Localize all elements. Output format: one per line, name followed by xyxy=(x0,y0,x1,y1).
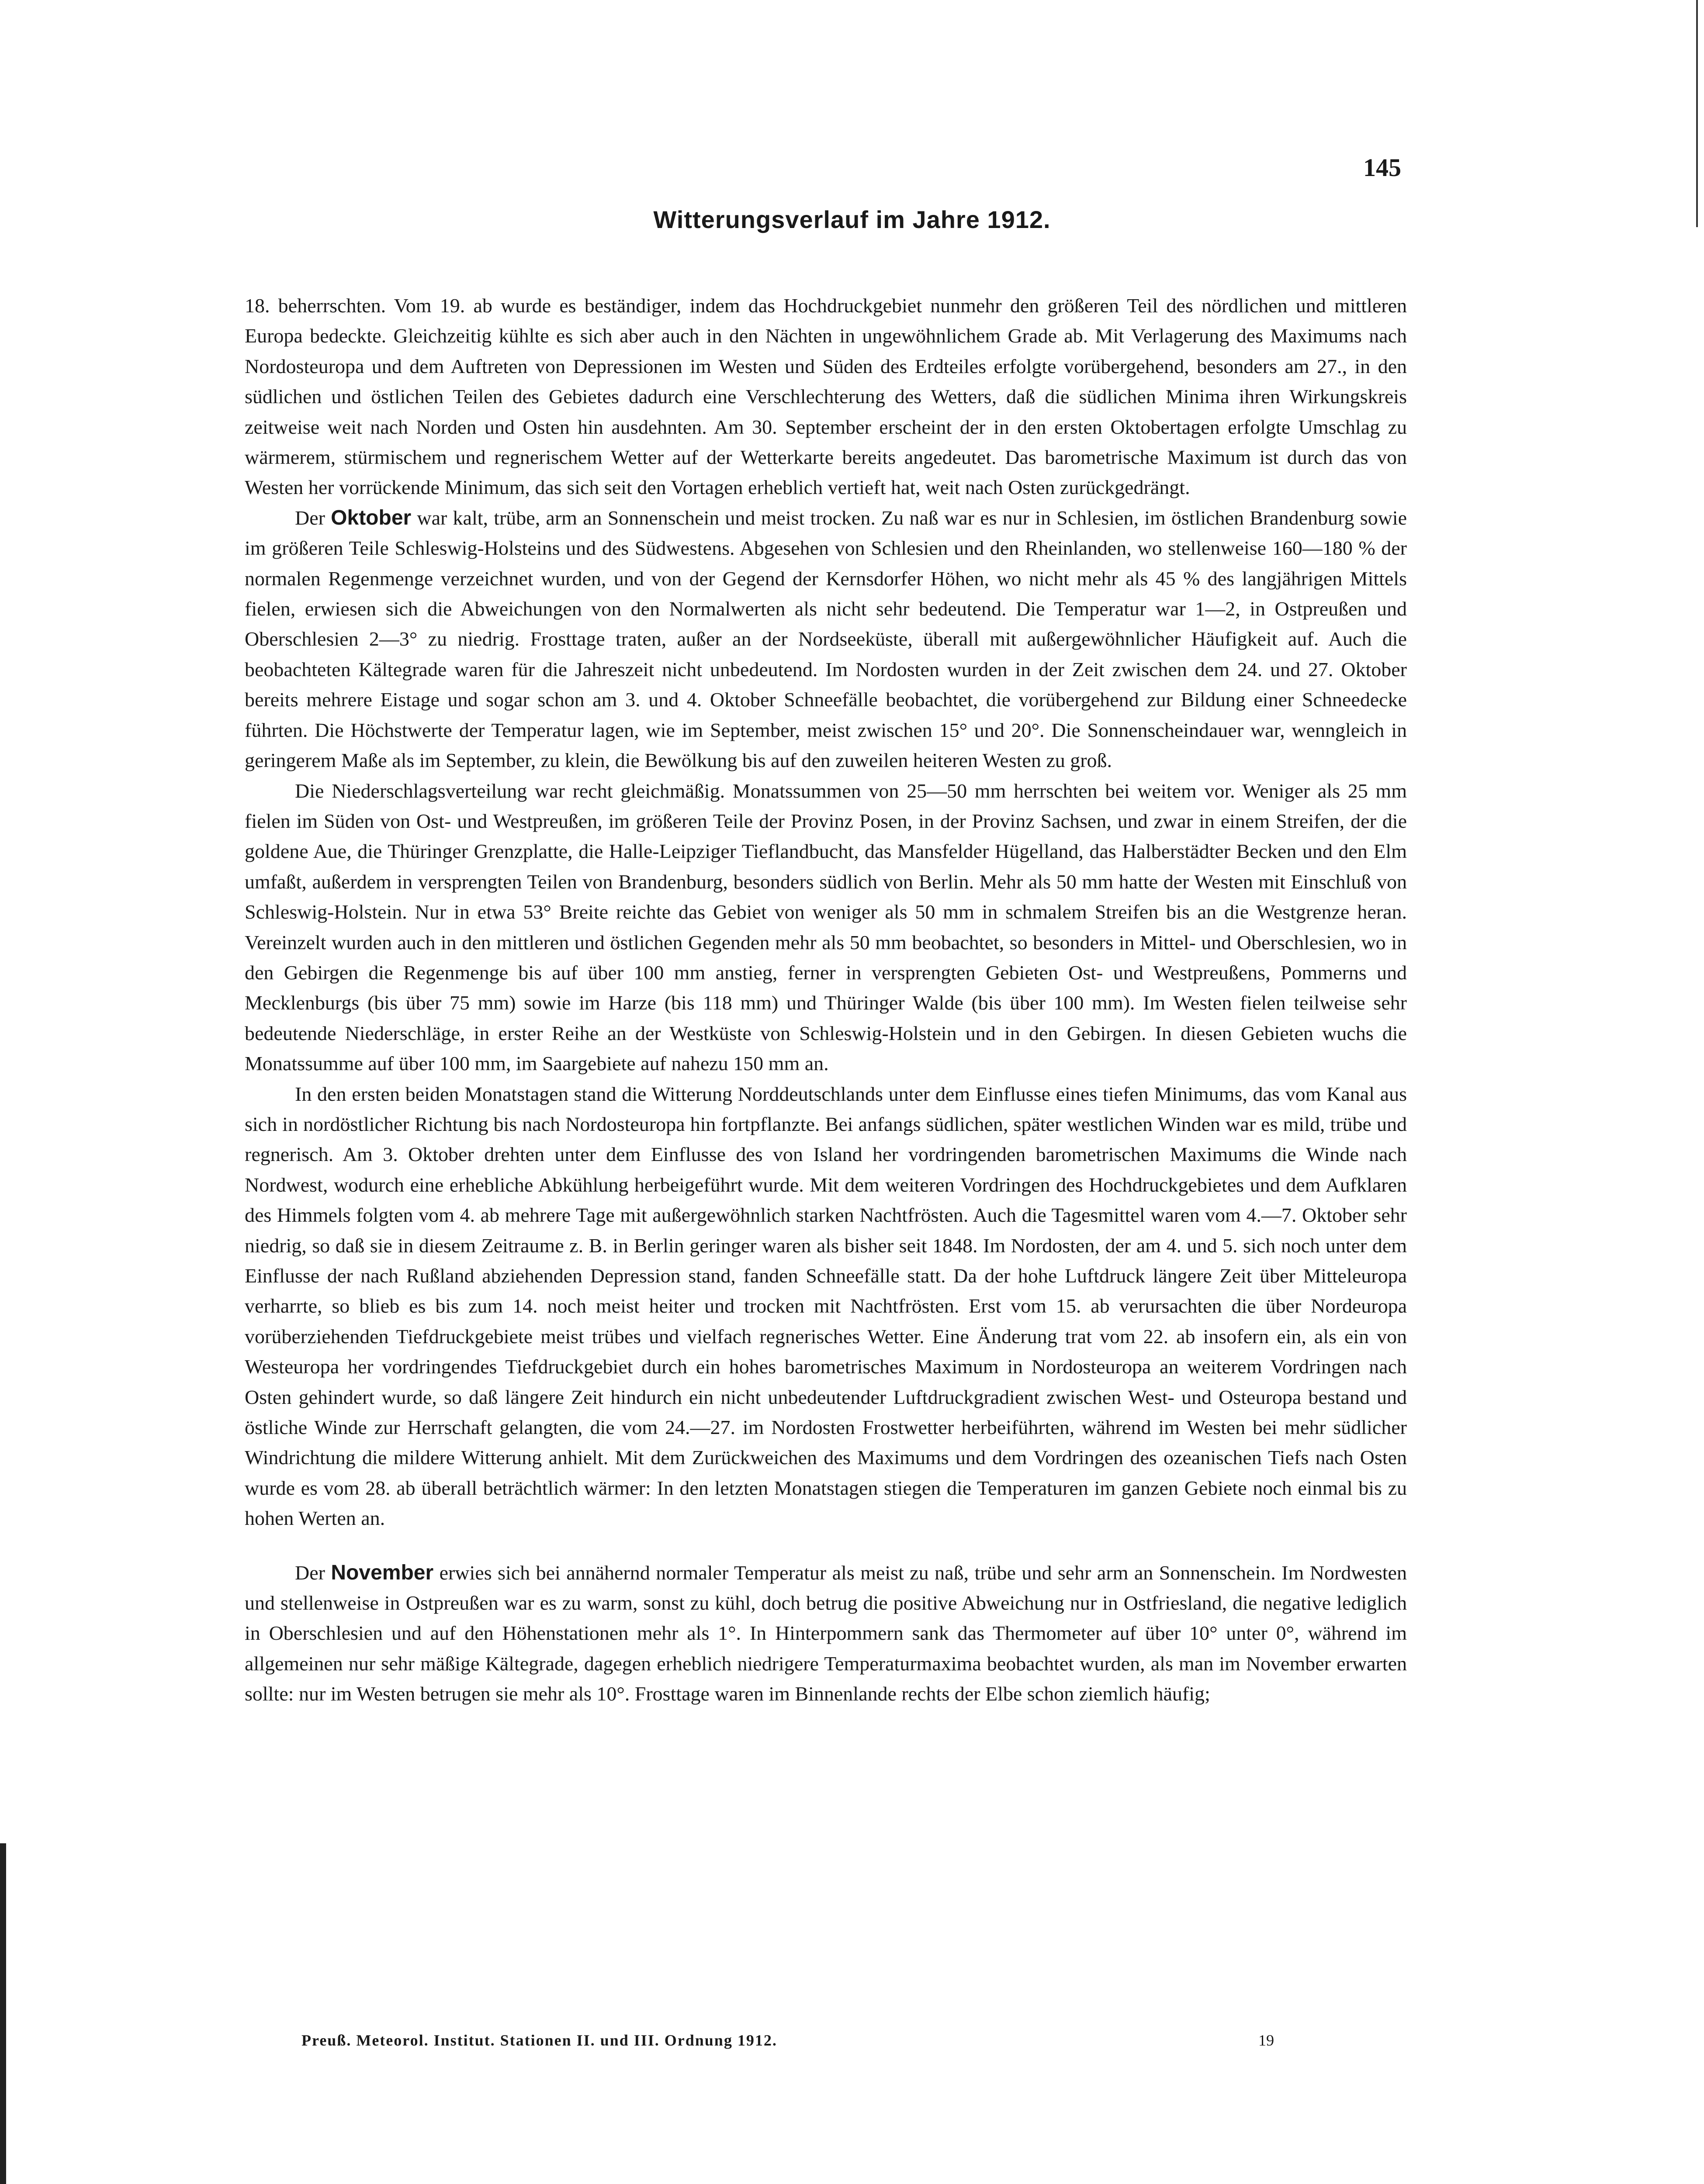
paragraph-september-end xyxy=(245,290,1407,503)
paragraph-november-summary xyxy=(245,1558,1407,1709)
month-name-oktober: Oktober xyxy=(331,506,412,529)
paragraph-lead: Der xyxy=(295,506,331,529)
scan-edge-left xyxy=(0,1843,6,2184)
paragraph-lead: Der xyxy=(295,1561,331,1584)
scan-edge-right xyxy=(1696,0,1698,227)
paragraph-text: war kalt, trübe, arm an Sonnenschein und meist trocken. Zu naß war es nur in Schlesien, im östlichen Brandenburg sowie im größeren Teile Schleswig-Holsteins und des Südwestens. Abgesehen von Schlesien und den Rheinlanden, wo stellenweise 160—180 % der normalen Regenmenge verzeichnet wurden, und von der Gegend der Kernsdorfer Höhen, wo nicht mehr als 45 % des langjährigen Mittels fielen, erwiesen sich die Abweichungen von den Normalwerten als nicht sehr bedeutend. Die Temperatur war 1—2, in Ostpreußen und Oberschlesien 2—3° zu niedrig. Frosttage traten, außer an der Nordseeküste, überall mit außergewöhnlicher Häufigkeit auf. Auch die beobachteten Kältegrade waren für die Jahreszeit nicht unbedeutend. Im Nordosten wurden in der Zeit zwischen dem 24. und 27. Oktober bereits mehrere Eistage und sogar schon am 3. und 4. Oktober Schneefälle beobachtet, die vorübergehend zur Bildung einer Schneedecke führten. Die Höchstwerte der Temperatur lagen, wie im September, meist zwischen 15° und 20°. Die Sonnenscheindauer war, wenngleich in geringerem Maße als im September, zu klein, die Bewölkung bis auf den zuweilen heiteren Westen zu groß. xyxy=(245,506,1407,772)
page-number: 145 xyxy=(1363,153,1401,182)
paragraph-oktober-verlauf xyxy=(245,1079,1407,1534)
paragraph-text: In den ersten beiden Monatstagen stand die Witterung Norddeutschlands unter dem Einflusse eines tiefen Minimums, das vom Kanal aus sich in nordöstlicher Richtung bis nach Nordosteuropa hin fortpflanzte. Bei anfangs südlichen, später westlichen Winden war es mild, trübe und regnerisch. Am 3. Oktober drehten unter dem Einflusse des von Island her vordringenden barometrischen Maximums die Winde nach Nordwest, wodurch eine erhebliche Abkühlung herbeigeführt wurde. Mit dem weiteren Vordringen des Hochdruckgebietes und dem Aufklaren des Himmels folgten vom 4. ab mehrere Tage mit außergewöhnlich starken Nachtfrösten. Auch die Tagesmittel waren vom 4.—7. Oktober sehr niedrig, so daß sie in diesem Zeitraume z. B. in Berlin geringer waren als bisher seit 1848. Im Nordosten, der am 4. und 5. sich noch unter dem Einflusse der nach Rußland abziehenden Depression stand, fanden Schneefälle statt. Da der hohe Luftdruck längere Zeit über Mitteleuropa verharrte, so blieb es bis zum 14. noch meist heiter und trocken mit Nachtfrösten. Erst vom 15. ab verursachten die über Nordeuropa vorüberziehenden Tiefdruckgebiete meist trübes und vielfach regnerisches Wetter. Eine Änderung trat vom 22. ab insofern ein, als ein von Westeuropa her vordringendes Tiefdruckgebiet durch ein hohes barometrisches Maximum in Nordosteuropa an weiterem Vordringen nach Osten gehindert wurde, so daß längere Zeit hindurch ein nicht unbedeutender Luftdruckgradient zwischen West- und Osteuropa bestand und östliche Winde zur Herrschaft gelangten, die vom 24.—27. im Nordosten Frostwetter herbeiführten, während im Westen bei mehr südlicher Windrichtung die mildere Witterung anhielt. Mit dem Zurückweichen des Maximums und dem Vordringen des ozeanischen Tiefs nach Osten wurde es vom 28. ab überall beträchtlich wärmer: In den letzten Monatstagen stiegen die Temperaturen im ganzen Gebiete noch einmal bis zu hohen Werten an. xyxy=(245,1082,1407,1530)
paragraph-oktober-summary xyxy=(245,503,1407,776)
footer-sheet-number: 19 xyxy=(1258,2032,1274,2049)
page-title: Witterungsverlauf im Jahre 1912. xyxy=(653,206,1051,233)
paragraph-text: 18. beherrschten. Vom 19. ab wurde es beständiger, indem das Hochdruckgebiet nunmehr den größeren Teil des nördlichen und mittleren Europa bedeckte. Gleichzeitig kühlte es sich aber auch in den Nächten in ungewöhnlichem Grade ab. Mit Verlagerung des Maximums nach Nordosteuropa und dem Auftreten von Depressionen im Westen und Süden des Erdteiles erfolgte vorübergehend, besonders am 27., in den südlichen und östlichen Teilen des Gebietes dadurch eine Verschlechterung des Wetters, daß die südlichen Minima ihren Wirkungskreis zeitweise weit nach Norden und Osten hin ausdehnten. Am 30. September erscheint der in den ersten Oktobertagen erfolgte Umschlag zu wärmerem, stürmischem und regnerischem Wetter auf der Wetterkarte bereits angedeutet. Das barometrische Maximum ist durch das von Westen her vorrückende Minimum, das sich seit den Vortagen erheblich vertieft hat, weit nach Osten zurückgedrängt. xyxy=(245,294,1407,499)
paragraph-oktober-niederschlag xyxy=(245,776,1407,1079)
paragraph-text: Die Niederschlagsverteilung war recht gleichmäßig. Monatssummen von 25—50 mm herrschten bei weitem vor. Weniger als 25 mm fielen im Süden von Ost- und Westpreußen, im größeren Teile der Provinz Posen, in der Provinz Sachsen, und zwar in einem Streifen, der die goldene Aue, die Thüringer Grenzplatte, die Halle-Leipziger Tieflandbucht, das Mansfelder Hügelland, das Halberstädter Becken und den Elm umfaßt, außerdem in versprengten Teilen von Brandenburg, besonders südlich von Berlin. Mehr als 50 mm hatte der Westen mit Einschluß von Schleswig-Holstein. Nur in etwa 53° Breite reichte das Gebiet von weniger als 50 mm in schmalem Streifen bis an die Westgrenze heran. Vereinzelt wurden auch in den mittleren und östlichen Gegenden mehr als 50 mm beobachtet, so besonders in Mittel- und Oberschlesien, wo in den Gebirgen die Regenmenge bis auf über 100 mm anstieg, ferner in versprengten Gebieten Ost- und Westpreußens, Pommerns und Mecklenburgs (bis über 75 mm) sowie im Harze (bis 118 mm) und Thüringer Walde (bis über 100 mm). Im Westen fielen teilweise sehr bedeutende Niederschläge, in erster Reihe an der Westküste von Schleswig-Holstein und in den Gebirgen. In diesen Gebieten wuchs die Monatssumme auf über 100 mm, im Saargebiete auf nahezu 150 mm an. xyxy=(245,779,1407,1075)
month-name-november: November xyxy=(331,1561,434,1584)
paragraph-text: erwies sich bei annähernd normaler Temperatur als meist zu naß, trübe und sehr arm an Sonnenschein. Im Nordwesten und stellenweise in Ostpreußen war es zu warm, sonst zu kühl, doch betrug die positive Abweichung nur in Ostfriesland, die negative lediglich in Oberschlesien und auf den Höhenstationen mehr als 1°. In Hinterpommern sank das Thermometer auf über 10° unter 0°, während im allgemeinen nur sehr mäßige Kältegrade, dagegen erheblich niedrigere Temperaturmaxima beobachtet wurden, als man im November erwarten sollte: nur im Westen betrugen sie mehr als 10°. Frosttage waren im Binnenlande rechts der Elbe schon ziemlich häufig; xyxy=(245,1561,1407,1705)
footer-institute: Preuß. Meteorol. Institut. Stationen II. und III. Ordnung 1912. xyxy=(301,2032,777,2049)
body-text xyxy=(245,290,1407,1709)
